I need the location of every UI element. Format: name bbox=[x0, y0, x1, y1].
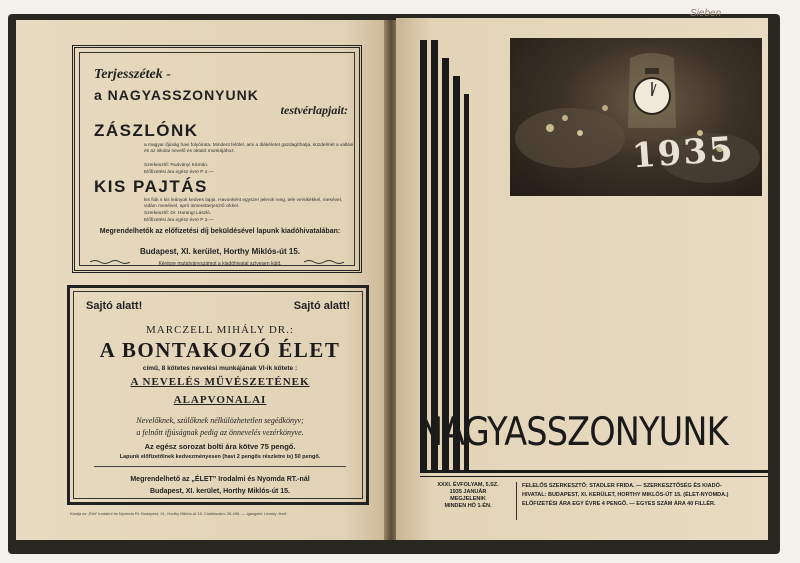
wave-ornament-left bbox=[90, 259, 130, 265]
zaszlonk-price: Előfizetési ára egész évre P 4.— bbox=[144, 170, 214, 175]
order-line-2: Budapest, XI. kerület, Horthy Miklós-út 15. bbox=[149, 488, 291, 495]
editor-line: FELELŐS SZERKESZTŐ: STADLER FRIDA. — SZERKESZTŐSÉG ÉS KIADÓ- bbox=[522, 483, 722, 489]
kis-pajtas-price: Előfizetési ára egész évre P 3.— bbox=[144, 218, 214, 223]
book-line-1: A NEVELÉS MŰVÉSZETÉNEK bbox=[130, 376, 310, 388]
retail-price: Az egész sorozat bolti ára kötve 75 pengő. bbox=[144, 442, 296, 451]
frequency: MINDEN HÓ 1-ÉN. bbox=[444, 503, 492, 509]
publisher-footer: Kiadja az „Élet” Irodalmi és Nyomda Rt. Budapest, XI., Horthy Miklós-út 15. Csekkszám: 26.496. — Igazgató: Lécsky Jenő. bbox=[70, 511, 288, 516]
slogan-2: a felnőtt ifjúságnak pedig az önnevelés vezérkönyve. bbox=[136, 428, 304, 437]
order-line-1: Megrendelhető az „ÉLET” Irodalmi és Nyomda RT.-nál bbox=[130, 476, 310, 483]
office-line: HIVATAL: BUDAPEST, XI. KERÜLET, HORTHY MIKLÓS-ÚT 15. (ÉLET-NYOMDA.) bbox=[522, 492, 729, 498]
wave-ornament-right bbox=[304, 259, 344, 265]
kis-pajtas-editor: Szerkesztő: Dr. Harangi László. bbox=[144, 211, 212, 216]
zaszlonk-title: ZÁSZLÓNK bbox=[94, 121, 199, 140]
press-label-left: Sajtó alatt! bbox=[86, 300, 143, 312]
issue-date: 1935 JANUÁR bbox=[449, 489, 487, 495]
book-subtitle: című, 8 kötetes nevelési munkájának VI-ik kötete : bbox=[142, 365, 298, 372]
ad-brand: a NAGYASSZONYUNK bbox=[94, 87, 259, 103]
cover-year: 1935 bbox=[630, 129, 736, 177]
appears-label: MEGJELENIK bbox=[450, 496, 486, 502]
kis-pajtas-desc: kis fiúk s kis leányok kedves lapja. Havonként egyszer jelenik meg, tele versikékkel, mesével, vidám meséivel, apró ismeretterjesztő cikkel. bbox=[144, 198, 343, 209]
sample-note: Kérésre mutatványszámot a kiadóhivatal szívesen küld. bbox=[158, 261, 282, 267]
ad-inner-border bbox=[79, 52, 355, 266]
ad-sister-text: testvérlapjait: bbox=[280, 103, 348, 117]
volume: XXXI. ÉVFOLYAM, 5.SZ. bbox=[437, 482, 499, 488]
ad2-inner-border bbox=[73, 291, 363, 499]
masthead-rule-thin bbox=[420, 476, 768, 477]
publisher-address: Budapest, XI. kerület, Horthy Miklós-út 15. bbox=[139, 247, 301, 256]
divider bbox=[94, 466, 346, 467]
order-info: Megrendelhetők az előfizetési díj beküldésével lapunk kiadóhivatalában: bbox=[99, 228, 341, 235]
sister-magazines-ad bbox=[72, 45, 362, 273]
slogan-1: Nevelőknek, szülőknek nélkülözhetetlen segédkönyv; bbox=[136, 416, 304, 425]
editorial-info bbox=[522, 482, 768, 509]
issue-info bbox=[422, 482, 514, 510]
subscriber-price: Lapunk előfizetőinek kedvezményesen (havi 2 pengős részletre is) 50 pengő. bbox=[119, 454, 321, 460]
press-label-right: Sajtó alatt! bbox=[293, 300, 350, 312]
ad-headline: Terjesszétek - bbox=[94, 67, 171, 82]
masthead-rule bbox=[420, 470, 768, 473]
book-advertisement bbox=[67, 285, 369, 505]
art-deco-stripes bbox=[420, 40, 470, 470]
info-separator bbox=[516, 482, 517, 520]
zaszlonk-desc: a magyar ifjúság havi folyóirata. Mindent felölel, ami a diákéletet gazdagíthatja, küzdelmét a vallási és az iskolai nevelő és oktató munkájához. bbox=[144, 143, 354, 154]
masthead-title: NAGYASSZONYUNK bbox=[418, 410, 728, 455]
price-line: ELŐFIZETÉSI ÁRA EGY ÉVRE 4 PENGŐ. — EGYES SZÁM ÁRA 40 FILLÉR. bbox=[522, 501, 716, 507]
book-author: MARCZELL MIHÁLY DR.: bbox=[146, 324, 294, 336]
pencil-note: Sieben bbox=[690, 8, 722, 19]
zaszlonk-editor: Szerkesztő: Rudványi Kámán. bbox=[144, 163, 209, 168]
new-year-photo bbox=[510, 38, 762, 196]
kis-pajtas-title: KIS PAJTÁS bbox=[94, 177, 208, 196]
book-title: A BONTAKOZÓ ÉLET bbox=[99, 338, 341, 362]
book-line-2: ALAPVONALAI bbox=[173, 394, 267, 406]
